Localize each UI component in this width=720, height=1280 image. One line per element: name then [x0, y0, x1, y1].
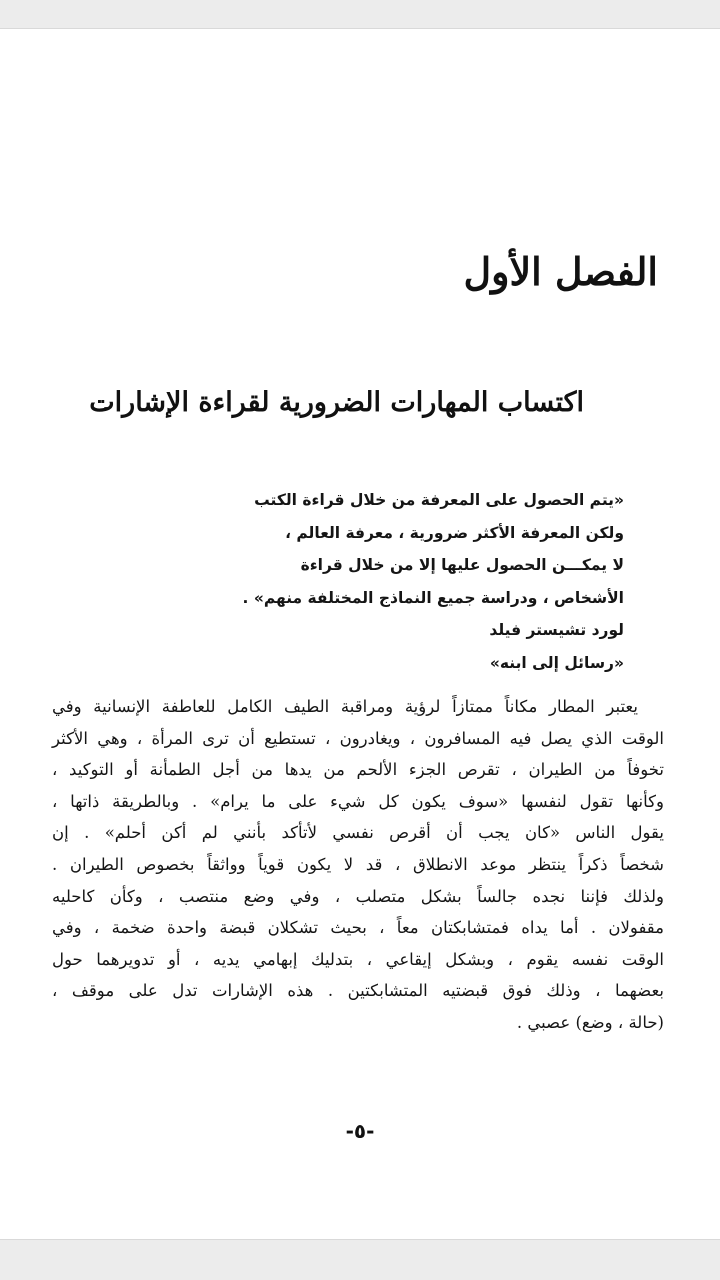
- epigraph-quote: [124, 484, 624, 679]
- body-line: شخصاً ذكراً ينتظر موعد الانطلاق ، قد لا يكون قوياً وواثقاً بخصوص الطيران .: [52, 854, 664, 874]
- viewer-bottom-bar: [0, 1240, 720, 1280]
- quote-line: ولكن المعرفة الأكثر ضرورية ، معرفة العالم ،: [285, 523, 624, 542]
- body-line: الوقت نفسه يقوم ، وبشكل إيقاعي ، بتدليك إبهامي يديه ، أو تدويرهما حول: [52, 949, 664, 969]
- section-title: اكتساب المهارات الضرورية لقراءة الإشارات: [89, 387, 584, 418]
- body-paragraph: [52, 691, 664, 1039]
- body-line: الوقت الذي يصل فيه المسافرون ، ويغادرون ، تستطيع أن ترى المرأة ، وهي الأكثر: [52, 728, 664, 748]
- page-number: -٥-: [345, 1119, 375, 1143]
- quote-line: لا يمكـــن الحصول عليها إلا من خلال قراءة: [300, 556, 624, 574]
- body-line: تخوفاً من الطيران ، تقرص الجزء الألحم من يدها من أجل الطمأنة أو التوكيد ،: [52, 760, 664, 780]
- body-line: بعضهما ، وذلك فوق قبضتيه المتشابكتين . هذه الإشارات تدل على موقف ،: [52, 981, 664, 1001]
- quote-author: لورد تشيستر فيلد: [489, 621, 624, 639]
- quote-line: «يتم الحصول على المعرفة من خلال قراءة الكتب: [254, 491, 624, 509]
- body-line: وكأنها تقول لنفسها «سوف يكون كل شيء على ما يرام» . وبالطريقة ذاتها ،: [52, 791, 664, 811]
- quote-line: الأشخاص ، ودراسة جميع النماذج المختلفة منهم» .: [242, 588, 624, 607]
- body-line: يعتبر المطار مكاناً ممتازاً لرؤية ومراقبة الطيف الكامل للعاطفة الإنسانية وفي: [52, 697, 638, 716]
- chapter-title: الفصل الأول: [463, 249, 658, 294]
- body-line: مقفولان . أما يداه فمتشابكتان معاً ، بحيث تشكلان قبضة واحدة ضخمة ، وفي: [52, 918, 664, 938]
- body-line: (حالة ، وضع) عصبي .: [516, 1012, 664, 1032]
- quote-source: «رسائل إلى ابنه»: [489, 653, 624, 672]
- book-page[interactable]: [0, 28, 720, 1240]
- viewer-top-bar: [0, 0, 720, 28]
- body-line: يقول الناس «كان يجب أن أقرص نفسي لأتأكد بأنني لم أكن أحلم» . إن: [52, 823, 664, 843]
- body-line: ولذلك فإننا نجده جالساً بشكل متصلب ، وفي وضع منتصب ، وكأن كاحليه: [52, 886, 664, 906]
